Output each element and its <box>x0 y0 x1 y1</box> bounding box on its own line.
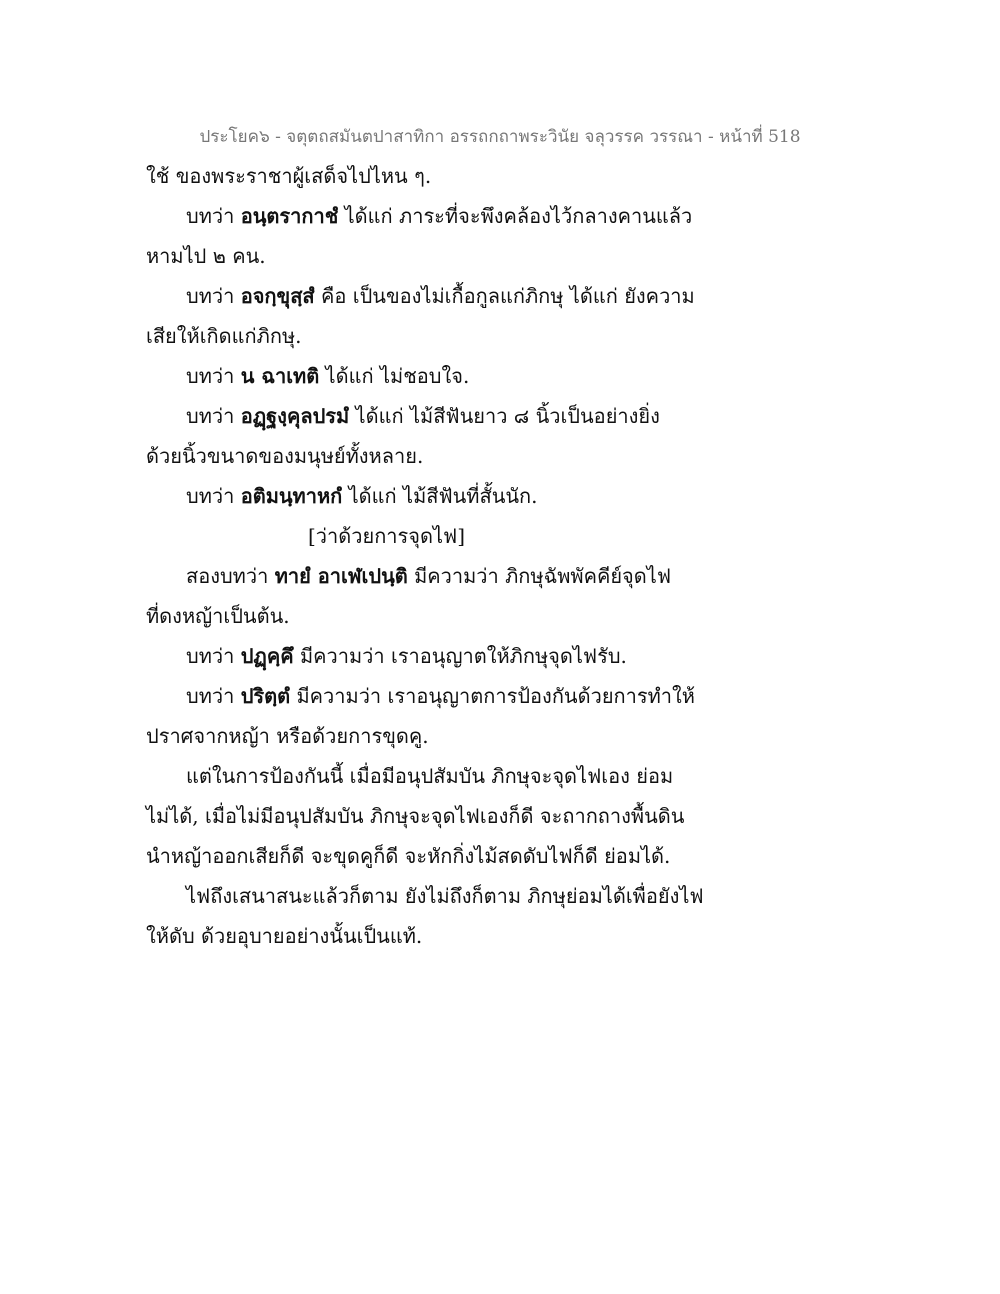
line-text: มีความว่า เราอนุญาตการป้องกันด้วยการทำให้ <box>290 684 695 708</box>
text-line <box>146 236 706 276</box>
line-text: นำหญ้าออกเสียก็ดี จะขุดคูก็ดี จะหักกิ่งไม้สดดับไฟก็ดี ย่อมได้. <box>146 844 671 868</box>
line-text: ได้แก่ ไม้สีฟันที่สั้นนัก. <box>342 484 538 508</box>
pali-term: น ฉาเทติ <box>240 364 320 388</box>
pali-term: ปฏฺคฺคึ <box>240 644 294 668</box>
section-heading-text: [ว่าด้วยการจุดไฟ] <box>308 524 466 548</box>
pali-term: อจกฺขุสฺสํ <box>240 284 315 308</box>
text-line <box>146 476 706 516</box>
line-text: มีความว่า ภิกษุฉัพพัคคีย์จุดไฟ <box>407 564 671 588</box>
section-heading <box>146 516 706 556</box>
line-text: ได้แก่ ไม้สีฟันยาว ๘ นิ้วเป็นอย่างยิ่ง <box>349 404 660 428</box>
line-text: ที่ดงหญ้าเป็นต้น. <box>146 604 290 628</box>
text-line <box>146 596 706 636</box>
pali-term: อฏฺฐงฺคุลปรมํ <box>240 404 350 428</box>
text-line <box>146 276 706 316</box>
text-line <box>146 156 706 196</box>
text-line <box>146 436 706 476</box>
body-text <box>146 156 706 956</box>
line-text: ได้แก่ ไม่ชอบใจ. <box>319 364 470 388</box>
text-line <box>146 556 706 596</box>
line-text: บทว่า <box>186 644 241 668</box>
line-text: บทว่า <box>186 364 241 388</box>
line-text: ได้แก่ ภาระที่จะพึงคล้องไว้กลางคานแล้ว <box>338 204 693 228</box>
line-text: คือ เป็นของไม่เกื้อกูลแก่ภิกษุ ได้แก่ ยังความ <box>314 284 695 308</box>
pali-term: อนฺตรากาชํ <box>240 204 339 228</box>
text-line <box>146 756 706 796</box>
line-text: ใช้ ของพระราชาผู้เสด็จไปไหน ๆ. <box>146 164 432 188</box>
line-text: ด้วยนิ้วขนาดของมนุษย์ทั้งหลาย. <box>146 444 424 468</box>
line-text: เสียให้เกิดแก่ภิกษุ. <box>146 324 302 348</box>
line-text: สองบทว่า <box>186 564 275 588</box>
line-text: ไฟถึงเสนาสนะแล้วก็ตาม ยังไม่ถึงก็ตาม ภิกษุย่อมได้เพื่อยังไฟ <box>186 884 704 908</box>
running-header: ประโยค๖ - จตุตถสมันตปาสาทิกา อรรถกถาพระวินัย จลุวรรค วรรณา - หน้าที่ 518 <box>199 127 801 147</box>
line-text: มีความว่า เราอนุญาตให้ภิกษุจุดไฟรับ. <box>293 644 627 668</box>
text-line <box>146 876 706 916</box>
line-text: ปราศจากหญ้า หรือด้วยการขุดคู. <box>146 724 429 748</box>
text-line <box>146 716 706 756</box>
line-text: หามไป ๒ คน. <box>146 244 266 268</box>
pali-term: ทายํ อาเฬเปนฺติ <box>274 564 408 588</box>
line-text: ไม่ได้, เมื่อไม่มีอนุปสัมบัน ภิกษุจะจุดไฟเองก็ดี จะถากถางพื้นดิน <box>146 804 685 828</box>
text-line <box>146 796 706 836</box>
text-line <box>146 316 706 356</box>
line-text: บทว่า <box>186 284 241 308</box>
line-text: ให้ดับ ด้วยอุบายอย่างนั้นเป็นแท้. <box>146 924 423 948</box>
pali-term: อติมนฺทาหกํ <box>240 484 343 508</box>
line-text: บทว่า <box>186 484 241 508</box>
line-text: บทว่า <box>186 684 241 708</box>
text-line <box>146 196 706 236</box>
text-line <box>146 636 706 676</box>
line-text: บทว่า <box>186 404 241 428</box>
line-text: แต่ในการป้องกันนี้ เมื่อมีอนุปสัมบัน ภิกษุจะจุดไฟเอง ย่อม <box>186 764 674 788</box>
text-line <box>146 356 706 396</box>
text-line <box>146 916 706 956</box>
text-line <box>146 676 706 716</box>
text-line <box>146 836 706 876</box>
pali-term: ปริตฺตํ <box>240 684 291 708</box>
text-line <box>146 396 706 436</box>
line-text: บทว่า <box>186 204 241 228</box>
